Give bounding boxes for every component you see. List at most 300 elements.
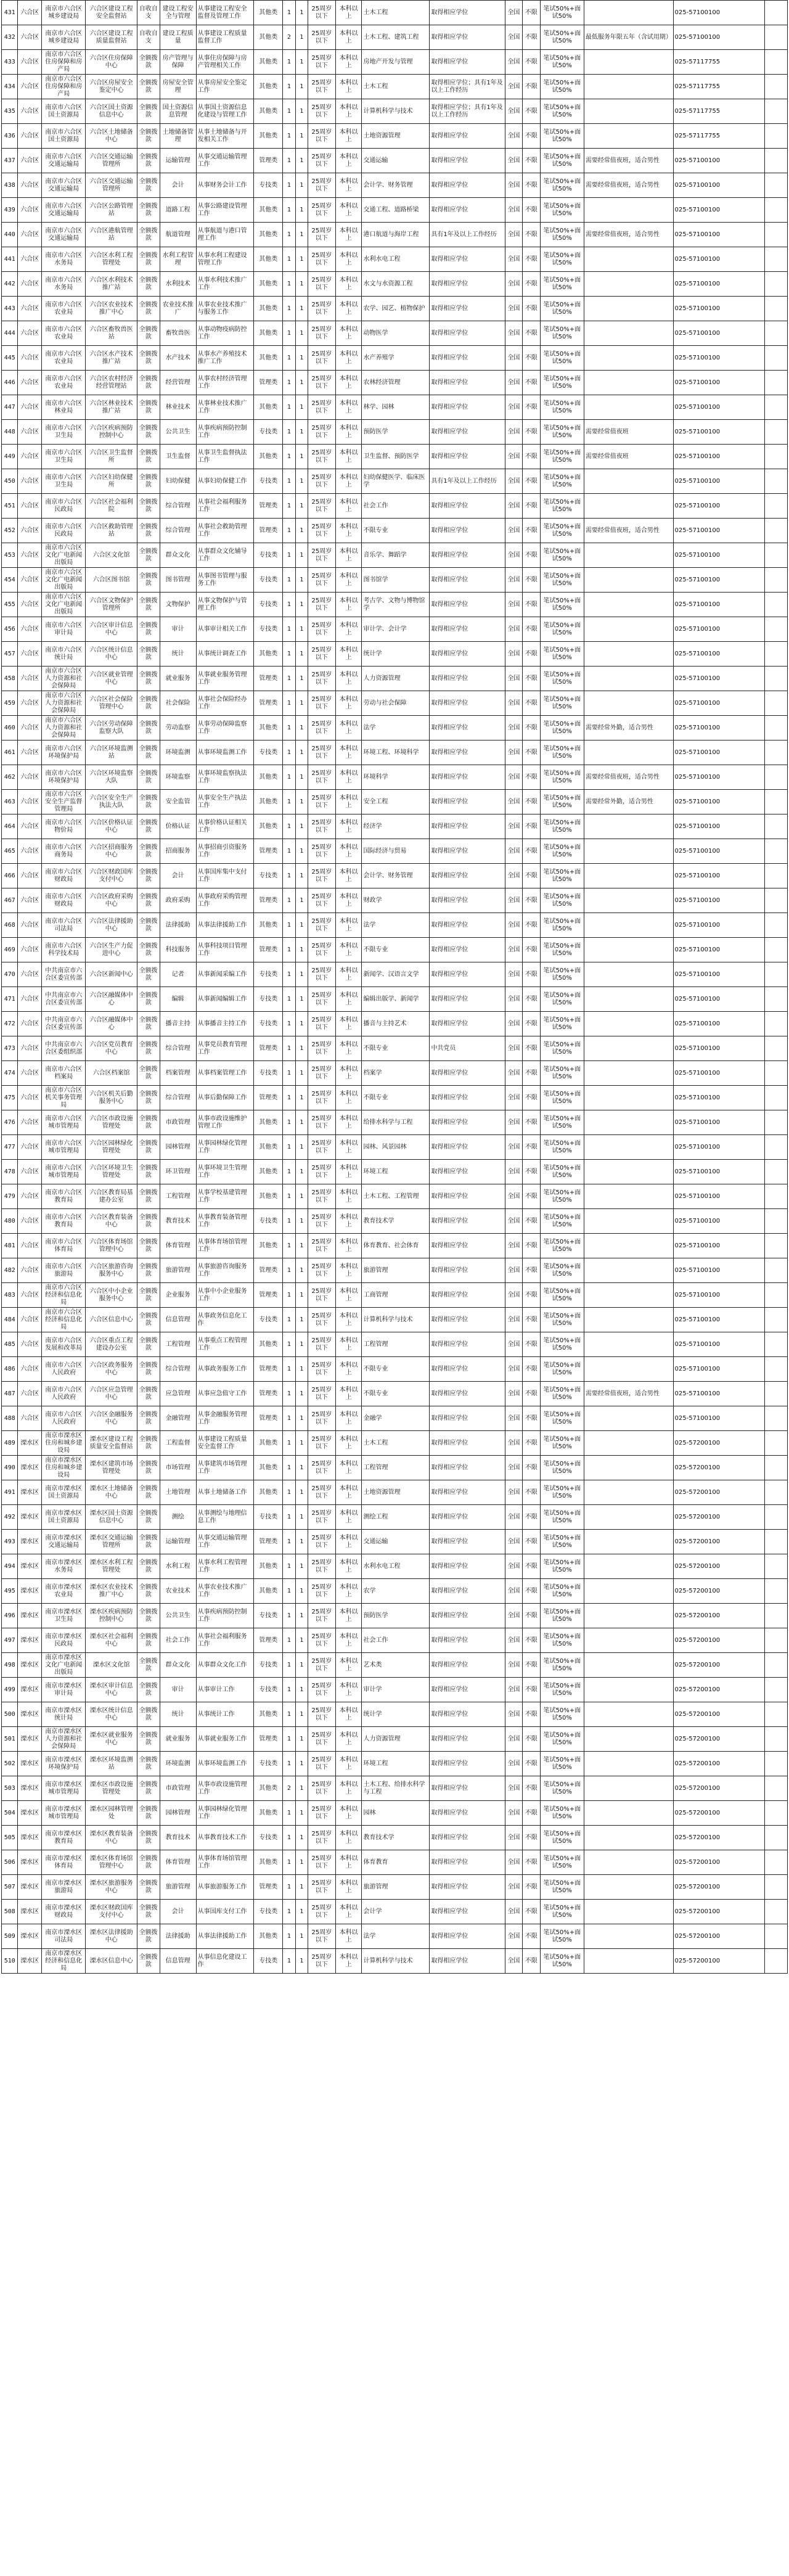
cell-recruit-scope: 全国 [505,124,523,149]
cell-unit-name: 溧水区交通运输管理所 [86,1530,137,1554]
cell-major: 审计学 [362,1678,430,1702]
cell-department: 南京市溧水区教育局 [42,1826,86,1850]
cell-age-requirement: 25周岁以下 [308,642,335,667]
cell-education: 本科以上 [335,1554,362,1579]
cell-position-name: 教育技术 [160,1209,196,1234]
cell-major: 人力资源管理 [362,1727,430,1752]
cell-unit-name: 六合区教育局基建办公室 [86,1184,137,1209]
cell-funding-type: 全额拨款 [137,1875,160,1900]
cell-remarks [584,1727,673,1752]
cell-remarks [584,1110,673,1135]
cell-major: 音乐学、舞蹈学 [362,543,430,568]
cell-trailing [765,642,788,667]
table-row [2,420,788,445]
table-row [2,1332,788,1357]
cell-position-category: 其他类 [254,75,283,99]
cell-row-number: 434 [2,75,18,99]
cell-position-description: 从事农业技术推广工作 [196,1579,254,1604]
cell-gender: 不限 [523,1801,541,1826]
cell-head-count: 1 [283,864,295,888]
cell-position-description: 从事价格认证相关工作 [196,814,254,839]
cell-head-count: 1 [283,1135,295,1160]
cell-district: 六合区 [18,321,42,346]
cell-funding-type: 全额拨款 [137,1628,160,1653]
cell-position-description: 从事园林绿化管理工作 [196,1135,254,1160]
cell-district: 六合区 [18,1110,42,1135]
cell-contact-phone: 025-57117755 [673,99,765,124]
cell-row-number: 454 [2,568,18,593]
cell-major: 教育技术学 [362,1826,430,1850]
cell-other-requirements: 取得相应学位 [430,395,505,420]
cell-age-requirement: 25周岁以下 [308,1209,335,1234]
cell-contact-phone: 025-57200100 [673,1826,765,1850]
cell-funding-type: 全额拨款 [137,1135,160,1160]
cell-education: 本科以上 [335,1283,362,1308]
cell-gender: 不限 [523,593,541,617]
cell-exam-ratio: 笔试50%+面试50% [540,839,584,864]
cell-district: 六合区 [18,297,42,321]
cell-head-count: 1 [283,1160,295,1184]
cell-remarks [584,1554,673,1579]
cell-major: 不限专业 [362,519,430,543]
cell-ratio: 1 [295,1826,308,1850]
cell-contact-phone: 025-57200100 [673,1628,765,1653]
cell-age-requirement: 25周岁以下 [308,1752,335,1776]
cell-head-count: 1 [283,1875,295,1900]
cell-major: 卫生监督、预防医学 [362,445,430,469]
table-row [2,1357,788,1382]
cell-position-category: 其他类 [254,297,283,321]
cell-unit-name: 六合区环境监测站 [86,740,137,765]
cell-district: 六合区 [18,50,42,75]
cell-remarks [584,1135,673,1160]
cell-age-requirement: 25周岁以下 [308,1406,335,1431]
cell-position-description: 从事环境卫生管理工作 [196,1160,254,1184]
cell-district: 六合区 [18,987,42,1012]
cell-department: 南京市六合区城市管理局 [42,1110,86,1135]
cell-trailing [765,888,788,913]
cell-unit-name: 六合区救助管理站 [86,519,137,543]
cell-gender: 不限 [523,1875,541,1900]
cell-exam-ratio: 笔试50%+面试50% [540,814,584,839]
table-row [2,1900,788,1924]
cell-position-description: 从事环境监测工作 [196,1752,254,1776]
cell-education: 本科以上 [335,420,362,445]
cell-funding-type: 全额拨款 [137,1406,160,1431]
cell-district: 溧水区 [18,1801,42,1826]
table-row [2,1752,788,1776]
cell-recruit-scope: 全国 [505,1579,523,1604]
cell-other-requirements: 取得相应学位 [430,445,505,469]
cell-trailing [765,1752,788,1776]
cell-remarks [584,1283,673,1308]
table-row [2,1,788,25]
cell-position-description: 从事旅游咨询服务工作 [196,1258,254,1283]
cell-exam-ratio: 笔试50%+面试50% [540,617,584,642]
cell-position-category: 专技类 [254,740,283,765]
cell-major: 旅游管理 [362,1258,430,1283]
cell-position-category: 专技类 [254,420,283,445]
cell-funding-type: 全额拨款 [137,568,160,593]
cell-gender: 不限 [523,839,541,864]
cell-district: 六合区 [18,913,42,938]
cell-trailing [765,99,788,124]
table-row [2,1036,788,1061]
cell-exam-ratio: 笔试50%+面试50% [540,494,584,519]
cell-district: 六合区 [18,420,42,445]
cell-head-count: 1 [283,543,295,568]
cell-remarks [584,1628,673,1653]
cell-row-number: 433 [2,50,18,75]
table-row [2,519,788,543]
cell-major: 水利水电工程 [362,247,430,272]
cell-major: 会计学、财务管理 [362,864,430,888]
cell-other-requirements: 取得相应学位 [430,1776,505,1801]
cell-unit-name: 溧水区疾病预防控制中心 [86,1604,137,1628]
table-row [2,1505,788,1530]
cell-position-description: 从事市政设施管理工作 [196,1776,254,1801]
cell-position-name: 文物保护 [160,593,196,617]
cell-recruit-scope: 全国 [505,716,523,740]
cell-gender: 不限 [523,25,541,50]
cell-department: 南京市六合区住房保障和房产局 [42,50,86,75]
cell-unit-name: 六合区建设工程质量监督站 [86,25,137,50]
cell-age-requirement: 25周岁以下 [308,790,335,814]
cell-trailing [765,1061,788,1086]
cell-exam-ratio: 笔试50%+面试50% [540,25,584,50]
cell-unit-name: 溧水区建设工程质量安全监督站 [86,1431,137,1456]
cell-position-category: 其他类 [254,99,283,124]
table-row [2,642,788,667]
cell-exam-ratio: 笔试50%+面试50% [540,864,584,888]
table-row [2,75,788,99]
cell-other-requirements: 取得相应学位 [430,1258,505,1283]
cell-head-count: 1 [283,1308,295,1332]
cell-education: 本科以上 [335,519,362,543]
cell-trailing [765,1283,788,1308]
cell-major: 不限专业 [362,1382,430,1406]
cell-exam-ratio: 笔试50%+面试50% [540,1184,584,1209]
cell-age-requirement: 25周岁以下 [308,50,335,75]
cell-district: 六合区 [18,642,42,667]
cell-exam-ratio: 笔试50%+面试50% [540,247,584,272]
table-row [2,1012,788,1036]
cell-row-number: 483 [2,1283,18,1308]
cell-district: 六合区 [18,1209,42,1234]
cell-position-description: 从事图书管理与服务工作 [196,568,254,593]
cell-major: 考古学、文物与博物馆学 [362,593,430,617]
table-row [2,395,788,420]
cell-unit-name: 六合区重点工程建设办公室 [86,1332,137,1357]
cell-recruit-scope: 全国 [505,765,523,790]
cell-gender: 不限 [523,223,541,247]
cell-position-category: 其他类 [254,716,283,740]
cell-funding-type: 全额拨款 [137,1826,160,1850]
cell-trailing [765,1875,788,1900]
cell-recruit-scope: 全国 [505,987,523,1012]
cell-remarks [584,124,673,149]
cell-department: 南京市溧水区国土资源局 [42,1505,86,1530]
cell-district: 六合区 [18,740,42,765]
cell-department: 南京市溧水区城市管理局 [42,1801,86,1826]
cell-district: 溧水区 [18,1554,42,1579]
cell-ratio: 1 [295,814,308,839]
cell-exam-ratio: 笔试50%+面试50% [540,149,584,173]
cell-trailing [765,1480,788,1505]
cell-remarks [584,1012,673,1036]
cell-education: 本科以上 [335,790,362,814]
cell-age-requirement: 25周岁以下 [308,1184,335,1209]
cell-exam-ratio: 笔试50%+面试50% [540,962,584,987]
cell-other-requirements: 取得相应学位 [430,913,505,938]
cell-education: 本科以上 [335,1826,362,1850]
cell-contact-phone: 025-57200100 [673,1702,765,1727]
cell-remarks [584,1579,673,1604]
cell-funding-type: 全额拨款 [137,593,160,617]
cell-other-requirements: 中共党员 [430,1036,505,1061]
cell-position-name: 群众文化 [160,543,196,568]
cell-education: 本科以上 [335,1086,362,1110]
cell-other-requirements: 取得相应学位 [430,1406,505,1431]
cell-position-category: 其他类 [254,198,283,223]
cell-remarks [584,1900,673,1924]
cell-education: 本科以上 [335,1801,362,1826]
cell-remarks: 需要经常值夜班，适合男性 [584,223,673,247]
cell-trailing [765,1850,788,1875]
cell-recruit-scope: 全国 [505,1012,523,1036]
cell-age-requirement: 25周岁以下 [308,1,335,25]
cell-position-description: 从事安全生产执法工作 [196,790,254,814]
cell-trailing [765,1554,788,1579]
cell-education: 本科以上 [335,297,362,321]
cell-unit-name: 六合区农业技术推广中心 [86,297,137,321]
cell-other-requirements: 取得相应学位 [430,1653,505,1678]
cell-major: 土木工程 [362,1431,430,1456]
cell-recruit-scope: 全国 [505,1826,523,1850]
cell-age-requirement: 25周岁以下 [308,346,335,371]
cell-contact-phone: 025-57200100 [673,1752,765,1776]
cell-position-name: 畜牧兽医 [160,321,196,346]
cell-gender: 不限 [523,1160,541,1184]
cell-remarks [584,1702,673,1727]
table-row [2,223,788,247]
cell-trailing [765,1801,788,1826]
cell-recruit-scope: 全国 [505,346,523,371]
cell-row-number: 443 [2,297,18,321]
cell-head-count: 1 [283,667,295,691]
cell-trailing [765,25,788,50]
cell-position-name: 工程管理 [160,1332,196,1357]
cell-education: 本科以上 [335,247,362,272]
cell-education: 本科以上 [335,667,362,691]
cell-education: 本科以上 [335,814,362,839]
cell-age-requirement: 25周岁以下 [308,814,335,839]
cell-major: 国际经济与贸易 [362,839,430,864]
cell-age-requirement: 25周岁以下 [308,371,335,395]
cell-funding-type: 全额拨款 [137,469,160,494]
cell-age-requirement: 25周岁以下 [308,1012,335,1036]
cell-exam-ratio: 笔试50%+面试50% [540,1308,584,1332]
cell-unit-name: 六合区环境卫生管理处 [86,1160,137,1184]
cell-contact-phone: 025-57100100 [673,765,765,790]
cell-position-category: 其他类 [254,25,283,50]
cell-education: 本科以上 [335,1949,362,1974]
cell-department: 南京市溧水区司法局 [42,1924,86,1949]
cell-department: 南京市溧水区卫生局 [42,1604,86,1628]
cell-district: 六合区 [18,75,42,99]
cell-gender: 不限 [523,1505,541,1530]
table-row [2,593,788,617]
cell-age-requirement: 25周岁以下 [308,888,335,913]
cell-position-category: 其他类 [254,321,283,346]
cell-major: 预防医学 [362,420,430,445]
cell-contact-phone: 025-57100100 [673,617,765,642]
cell-unit-name: 六合区社会保险管理中心 [86,691,137,716]
cell-department: 南京市溧水区住房和城乡建设局 [42,1431,86,1456]
table-row [2,247,788,272]
cell-position-category: 专技类 [254,617,283,642]
table-row [2,1850,788,1875]
cell-age-requirement: 25周岁以下 [308,617,335,642]
cell-unit-name: 六合区价格认证中心 [86,814,137,839]
cell-remarks [584,740,673,765]
cell-education: 本科以上 [335,1061,362,1086]
cell-position-name: 法律援助 [160,913,196,938]
cell-department: 南京市六合区旅游局 [42,1258,86,1283]
cell-ratio: 1 [295,1702,308,1727]
cell-exam-ratio: 笔试50%+面试50% [540,1332,584,1357]
cell-education: 本科以上 [335,1752,362,1776]
cell-other-requirements: 取得相应学位 [430,1061,505,1086]
cell-department: 南京市六合区住房保障和房产局 [42,75,86,99]
cell-position-description: 从事交通运输管理工作 [196,1530,254,1554]
cell-other-requirements: 取得相应学位 [430,1135,505,1160]
cell-exam-ratio: 笔试50%+面试50% [540,99,584,124]
cell-department: 南京市六合区档案局 [42,1061,86,1086]
cell-funding-type: 全额拨款 [137,1678,160,1702]
cell-gender: 不限 [523,346,541,371]
cell-department: 南京市六合区人民政府 [42,1382,86,1406]
cell-department: 中共南京市六合区委宣传部 [42,962,86,987]
cell-remarks [584,272,673,297]
cell-age-requirement: 25周岁以下 [308,1628,335,1653]
cell-age-requirement: 25周岁以下 [308,25,335,50]
table-row [2,667,788,691]
cell-education: 本科以上 [335,371,362,395]
cell-unit-name: 六合区疾病预防控制中心 [86,420,137,445]
cell-trailing [765,1653,788,1678]
cell-trailing [765,198,788,223]
cell-recruit-scope: 全国 [505,445,523,469]
cell-funding-type: 全额拨款 [137,642,160,667]
cell-head-count: 1 [283,765,295,790]
table-row [2,1086,788,1110]
cell-trailing [765,1727,788,1752]
cell-remarks [584,75,673,99]
cell-unit-name: 溧水区旅游服务中心 [86,1875,137,1900]
cell-head-count: 1 [283,321,295,346]
cell-trailing [765,790,788,814]
cell-position-category: 管理类 [254,1283,283,1308]
cell-trailing [765,1431,788,1456]
cell-position-name: 综合管理 [160,1086,196,1110]
cell-major: 不限专业 [362,938,430,962]
cell-row-number: 480 [2,1209,18,1234]
cell-contact-phone: 025-57200100 [673,1505,765,1530]
cell-head-count: 1 [283,173,295,198]
cell-head-count: 1 [283,519,295,543]
cell-position-description: 从事旅游服务工作 [196,1875,254,1900]
cell-contact-phone: 025-57200100 [673,1875,765,1900]
cell-age-requirement: 25周岁以下 [308,1850,335,1875]
cell-major: 法学 [362,716,430,740]
cell-position-description: 从事卫生监督执法工作 [196,445,254,469]
cell-remarks [584,1826,673,1850]
cell-other-requirements: 取得相应学位 [430,1332,505,1357]
cell-unit-name: 溧水区环境监测站 [86,1752,137,1776]
cell-contact-phone: 025-57100100 [673,272,765,297]
cell-gender: 不限 [523,888,541,913]
cell-contact-phone: 025-57100100 [673,445,765,469]
cell-recruit-scope: 全国 [505,1900,523,1924]
cell-trailing [765,1776,788,1801]
cell-trailing [765,173,788,198]
cell-district: 六合区 [18,395,42,420]
cell-gender: 不限 [523,740,541,765]
cell-row-number: 450 [2,469,18,494]
cell-remarks [584,1406,673,1431]
cell-contact-phone: 025-57200100 [673,1456,765,1480]
table-row [2,1160,788,1184]
cell-age-requirement: 25周岁以下 [308,1258,335,1283]
cell-exam-ratio: 笔试50%+面试50% [540,223,584,247]
cell-trailing [765,1530,788,1554]
cell-remarks: 需要经常值夜班，适合男性 [584,519,673,543]
cell-ratio: 1 [295,938,308,962]
cell-head-count: 1 [283,1012,295,1036]
cell-recruit-scope: 全国 [505,1530,523,1554]
cell-unit-name: 六合区图书馆 [86,568,137,593]
cell-unit-name: 六合区生产力促进中心 [86,938,137,962]
cell-education: 本科以上 [335,765,362,790]
cell-row-number: 490 [2,1456,18,1480]
cell-contact-phone: 025-57100100 [673,173,765,198]
cell-age-requirement: 25周岁以下 [308,1382,335,1406]
cell-remarks [584,346,673,371]
cell-other-requirements: 取得相应学位 [430,938,505,962]
cell-position-name: 妇幼保健 [160,469,196,494]
cell-unit-name: 六合区文化馆 [86,543,137,568]
cell-ratio: 1 [295,50,308,75]
cell-head-count: 1 [283,691,295,716]
cell-remarks [584,839,673,864]
cell-gender: 不限 [523,1382,541,1406]
cell-other-requirements: 取得相应学位 [430,888,505,913]
cell-unit-name: 六合区土地储备中心 [86,124,137,149]
cell-gender: 不限 [523,124,541,149]
cell-recruit-scope: 全国 [505,962,523,987]
cell-ratio: 1 [295,149,308,173]
cell-other-requirements: 取得相应学位 [430,173,505,198]
cell-unit-name: 六合区就业管理中心 [86,667,137,691]
cell-head-count: 1 [283,1579,295,1604]
cell-education: 本科以上 [335,1776,362,1801]
cell-position-name: 园林管理 [160,1135,196,1160]
cell-row-number: 491 [2,1480,18,1505]
table-row [2,1801,788,1826]
cell-ratio: 1 [295,642,308,667]
cell-recruit-scope: 全国 [505,1406,523,1431]
